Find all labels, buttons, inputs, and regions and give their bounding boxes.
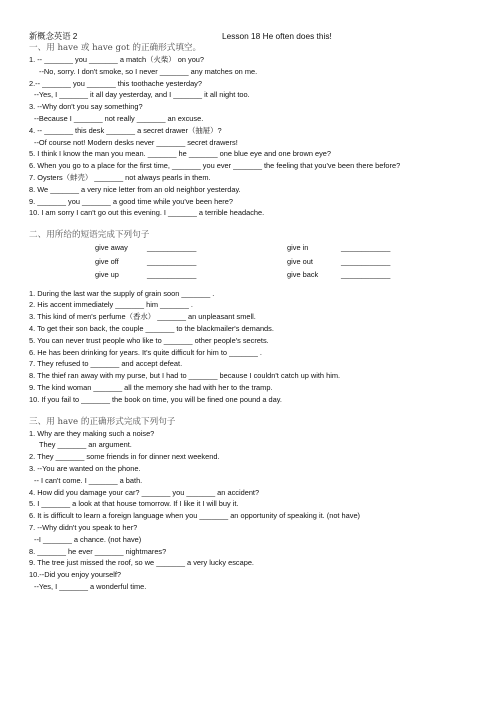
s3-q2: 2. They _______ some friends in for dinner next weekend.: [29, 452, 220, 462]
s3-q10-answer: --Yes, I _______ a wonderful time.: [34, 581, 147, 591]
phrase-blank: ____________: [147, 243, 197, 253]
course-title: 新概念英语 2: [29, 31, 78, 41]
s3-q7-answer: --I _______ a chance. (not have): [34, 534, 142, 544]
phrase-give-in: give in: [287, 243, 309, 253]
s1-q2-answer: --Yes, I _______ it all day yesterday, and I _______ it all night too.: [34, 90, 250, 100]
s3-q3: 3. --You are wanted on the phone.: [29, 464, 141, 474]
lesson-title: Lesson 18 He often does this!: [222, 31, 332, 41]
s2-q4: 4. To get their son back, the couple _______ to the blackmailer's demands.: [29, 324, 274, 334]
s1-q9: 9. _______ you _______ a good time while you've been here?: [29, 196, 233, 206]
phrase-give-back: give back: [287, 270, 319, 280]
phrase-blank: ____________: [341, 270, 391, 280]
phrase-blank: ____________: [147, 256, 197, 266]
s2-q7: 7. They refused to _______ and accept defeat.: [29, 359, 183, 369]
phrase-give-up: give up: [95, 270, 119, 280]
s1-q10: 10. I am sorry I can't go out this evening. I _______ a terrible headache.: [29, 208, 265, 218]
s1-q7: 7. Oysters（蚌壳） _______ not always pearls in them.: [29, 172, 211, 182]
s2-q10: 10. If you fail to _______ the book on time, you will be fined one pound a day.: [29, 394, 282, 404]
s2-q9: 9. The kind woman _______ all the memory she had with her to the tramp.: [29, 383, 273, 393]
page-header: [29, 30, 474, 42]
s3-q6: 6. It is difficult to learn a foreign language when you _______ an opportunity of speaking it. (not have): [29, 511, 361, 521]
section-1-title: 一、用 have 或 have got 的正确形式填空。: [29, 43, 202, 53]
s2-q1: 1. During the last war the supply of grain soon _______ .: [29, 288, 215, 298]
s2-q5: 5. You can never trust people who like to _______ other people's secrets.: [29, 335, 269, 345]
phrase-give-out: give out: [287, 256, 313, 266]
s3-q1-answer: They _______ an argument.: [39, 440, 132, 450]
s2-q3: 3. This kind of men's perfume（香水） _______ an unpleasant smell.: [29, 312, 256, 322]
phrase-blank: ____________: [147, 270, 197, 280]
phrase-blank: ____________: [341, 243, 391, 253]
s2-q2: 2. His accent immediately _______ him _______ .: [29, 300, 193, 310]
phrase-row: [29, 268, 474, 282]
s3-q7: 7. --Why didn't you speak to her?: [29, 523, 138, 532]
phrase-give-away: give away: [95, 243, 128, 253]
s3-q3-answer: -- I can't come. I _______ a bath.: [34, 475, 143, 485]
section-2-title: 二、用所给的短语完成下列句子: [29, 230, 150, 241]
phrase-give-off: give off: [95, 256, 119, 266]
s1-q4-answer: --Of course not! Modern desks never _______ secret drawers!: [34, 137, 238, 147]
s3-q5: 5. I _______ a look at that house tomorrow. If I like it I will buy it.: [29, 499, 239, 509]
s1-q4: 4. -- _______ this desk _______ a secret drawer（抽屉）?: [29, 125, 222, 135]
phrase-row: [29, 255, 474, 269]
s1-q8: 8. We _______ a very nice letter from an old neighbor yesterday.: [29, 184, 241, 194]
s1-q3-answer: --Because I _______ not really _______ an excuse.: [34, 113, 204, 123]
s3-q4: 4. How did you damage your car? _______ you _______ an accident?: [29, 487, 260, 497]
s2-q6: 6. He has been drinking for years. It's quite difficult for him to _______ .: [29, 347, 262, 357]
s1-q6: 6. When you go to a place for the first time, _______ you ever _______ the feeling that you've been there before?: [29, 161, 401, 171]
s1-q1-answer: --No, sorry. I don't smoke, so I never _______ any matches on me.: [39, 66, 258, 76]
s1-q3: 3. --Why don't you say something?: [29, 102, 143, 112]
s1-q5: 5. I think I know the man you mean. _______ he _______ one blue eye and one brown eye?: [29, 149, 332, 159]
section-3-title: 三、用 have 的正确形式完成下列句子: [29, 416, 176, 427]
s3-q1: 1. Why are they making such a noise?: [29, 428, 155, 438]
phrase-blank: ____________: [341, 256, 391, 266]
s2-q8: 8. The thief ran away with my purse, but I had to _______ because I couldn't catch up with him.: [29, 371, 341, 381]
worksheet-page: [29, 30, 474, 593]
phrase-row: [29, 241, 474, 255]
s3-q10: 10.--Did you enjoy yourself?: [29, 570, 122, 580]
s3-q8: 8. _______ he ever _______ nightmares?: [29, 546, 167, 556]
s1-q1: 1. -- _______ you _______ a match（火柴） on you?: [29, 55, 205, 64]
s3-q9: 9. The tree just missed the roof, so we _______ a very lucky escape.: [29, 558, 254, 568]
s1-q2: 2.-- _______ you _______ this toothache yesterday?: [29, 78, 202, 88]
